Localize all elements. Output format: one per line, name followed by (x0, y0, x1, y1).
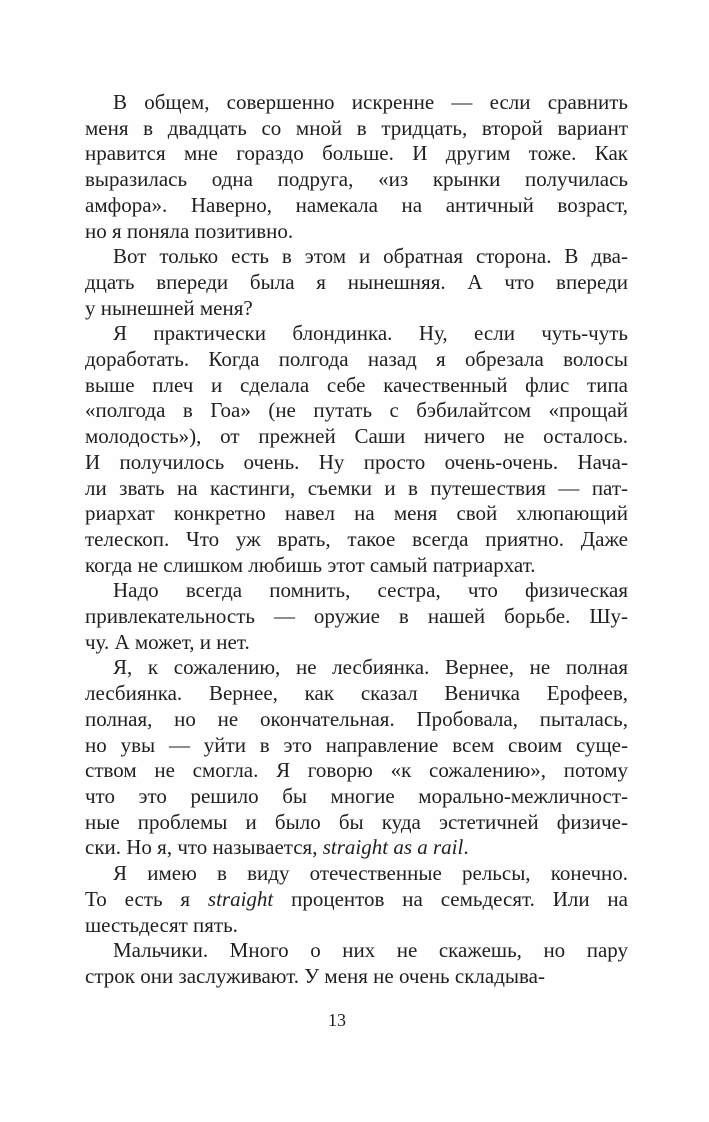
text-segment: То есть я (85, 886, 208, 911)
text-segment: процентов на семьдесят. Или на (273, 886, 628, 911)
text-line: И получилось очень. Ну просто очень-очень. Нача- (85, 449, 628, 474)
text-line: риархат конкретно навел на меня свой хлюпающий (85, 501, 628, 526)
text-line: дцать впереди была я нынешняя. А что впереди (85, 269, 628, 294)
text-line: амфора». Наверно, намекала на античный возраст, (85, 192, 628, 217)
paragraph (85, 861, 628, 938)
paragraph (85, 938, 628, 989)
text-line: привлекательность — оружие в нашей борьбе. Шу- (85, 604, 628, 629)
text-line (85, 887, 628, 913)
text-line: чу. А может, и нет. (85, 629, 250, 654)
text-line: лесбиянка. Вернее, как сказал Веничка Ерофеев, (85, 681, 628, 706)
text-line: ством не смогла. Я говорю «к сожалению», потому (85, 758, 628, 783)
text-segment: ски. Но я, что называется, (85, 835, 323, 860)
text-line: строк они заслуживают. У меня не очень складыва- (85, 963, 545, 988)
text-line: но увы — уйти в это направление всем своим суще- (85, 732, 628, 757)
text-line: меня в двадцать со мной в тридцать, второй вариант (85, 115, 628, 140)
paragraph (85, 321, 628, 578)
text-line: полная, но не окончательная. Пробовала, пыталась, (85, 706, 628, 731)
text-line: Вот только есть в этом и обратная сторона. В два- (113, 244, 628, 269)
paragraph (85, 244, 628, 321)
text-line: ли звать на кастинги, съемки и в путешествия — пат- (85, 475, 628, 500)
text-line: но я поняла позитивно. (85, 218, 294, 243)
text-line: выразилась одна подруга, «из крынки получилась (85, 167, 628, 192)
text-segment: . (463, 835, 469, 860)
text-line: Я имею в виду отечественные рельсы, конечно. (113, 861, 628, 886)
paragraph (85, 655, 628, 861)
text-line: доработать. Когда полгода назад я обрезала волосы (85, 347, 628, 372)
text-line: шестьдесят пять. (85, 912, 238, 937)
text-line: выше плеч и сделала себе качественный флис типа (85, 372, 628, 397)
text-line: нравится мне гораздо больше. И другим тоже. Как (85, 141, 628, 166)
text-line: В общем, совершенно искренне — если сравнить (113, 90, 628, 114)
paragraph (85, 90, 628, 244)
text-line: ные проблемы и было бы куда эстетичней физиче- (85, 809, 628, 834)
text-line: Я, к сожалению, не лесбиянка. Вернее, не полная (113, 655, 628, 680)
italic-text: straight as a rail (322, 835, 464, 860)
paragraph (85, 578, 628, 655)
text-line: молодость»), от прежней Саши ничего не осталось. (85, 424, 628, 449)
italic-text: straight (207, 886, 274, 911)
page-number: 13 (328, 1010, 346, 1030)
text-line: Я практически блондинка. Ну, если чуть-чуть (113, 321, 628, 346)
text-line: Надо всегда помнить, сестра, что физическая (113, 578, 628, 603)
text-block (85, 90, 628, 990)
text-line: что это решило бы многие морально-межличност- (85, 783, 628, 808)
text-line: телескоп. Что уж врать, такое всегда приятно. Даже (85, 526, 628, 551)
text-line (85, 835, 628, 861)
text-line: когда не слишком любишь этот самый патриархат. (85, 552, 536, 577)
text-line: Мальчики. Много о них не скажешь, но пару (113, 938, 628, 963)
text-line: у нынешней меня? (85, 295, 253, 320)
text-line: «полгода в Гоа» (не путать с бэбилайтсом «прощай (85, 398, 628, 423)
